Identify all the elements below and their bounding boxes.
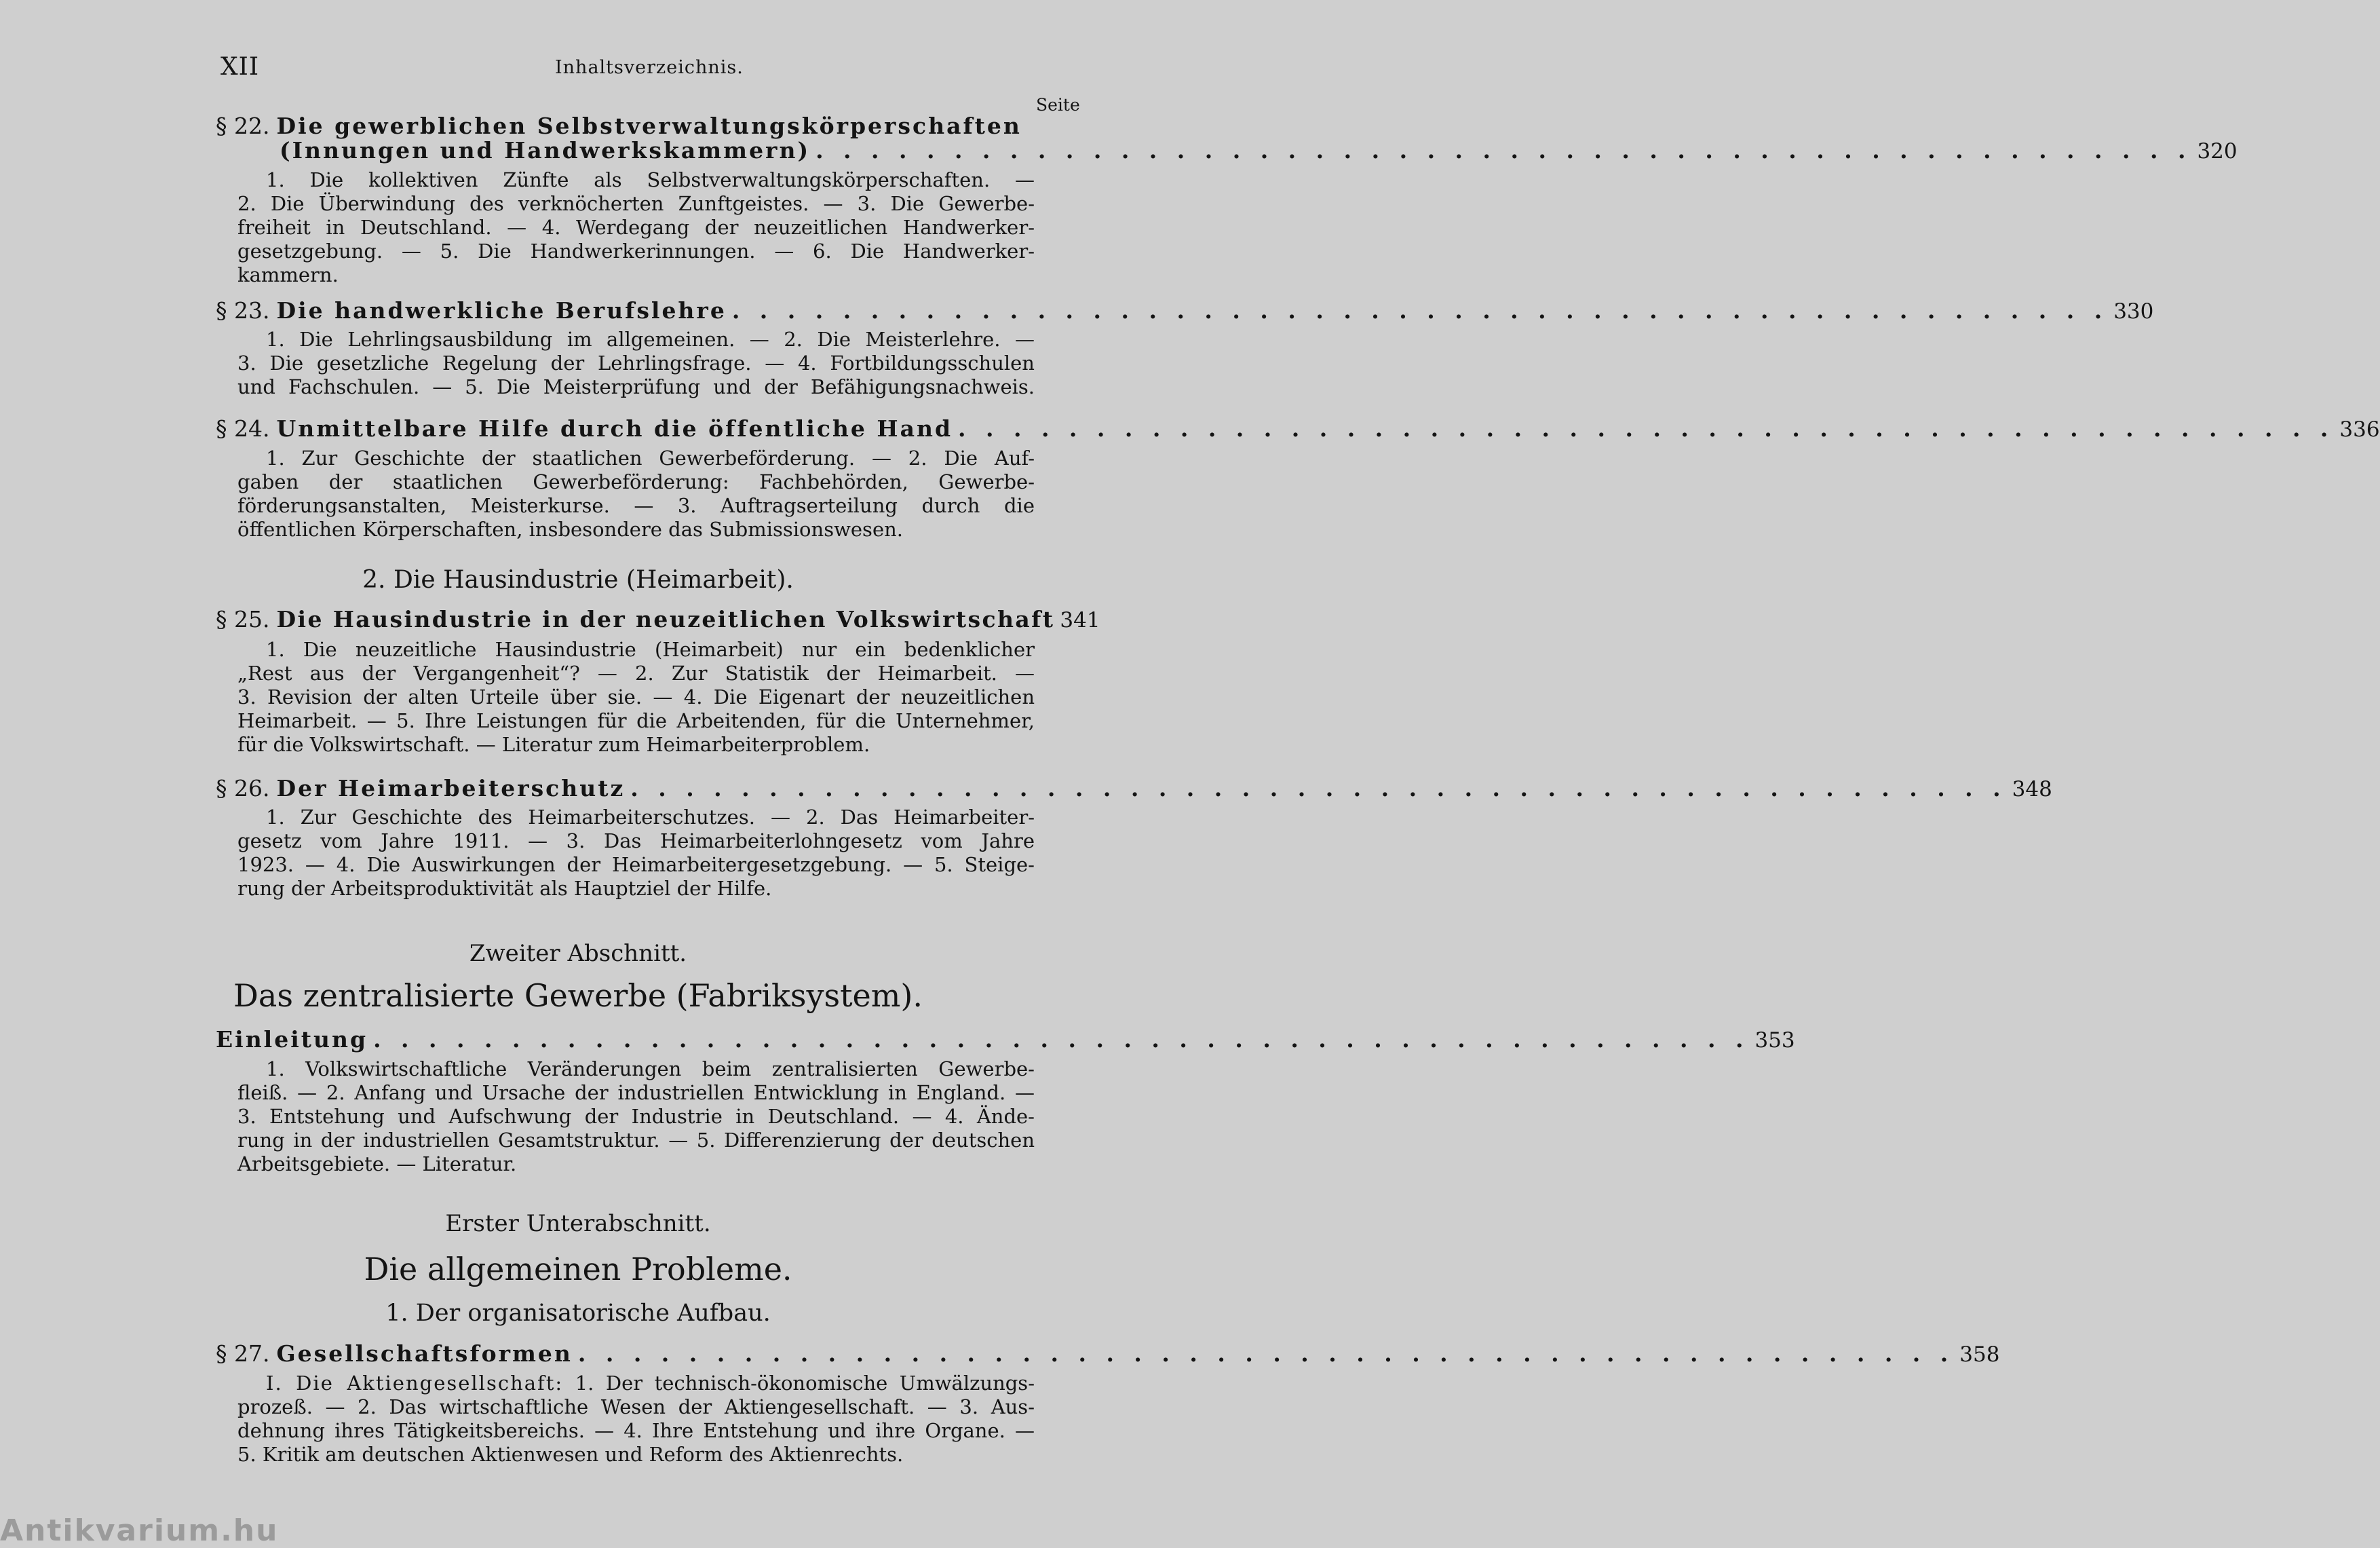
description-line: rung der Arbeitsproduktivität als Hauptziel der Hilfe.	[237, 877, 772, 900]
description-line: 3. Entstehung und Aufschwung der Industrie in Deutschland. — 4. Ände-	[237, 1105, 1035, 1128]
running-header: Inhaltsverzeichnis.	[555, 57, 744, 78]
description-line: freiheit in Deutschland. — 4. Werdegang der neuzeitlichen Handwerker-	[237, 216, 1035, 239]
section-number: § 24.	[216, 415, 270, 442]
section-number: § 27.	[216, 1340, 270, 1367]
page-ref: 358	[1959, 1342, 2000, 1367]
toc-entry-26-title	[216, 775, 2052, 802]
description-line: 3. Revision der alten Urteile über sie. — 4. Die Eigenart der neuzeitlichen	[237, 685, 1035, 709]
description-line: 1923. — 4. Die Auswirkungen der Heimarbeitergesetzgebung. — 5. Steige-	[237, 853, 1035, 876]
description-line: 1. Zur Geschichte des Heimarbeiterschutzes. — 2. Das Heimarbeiter-	[266, 806, 1035, 829]
toc-entry-24-title	[216, 415, 2380, 442]
section-title: Die handwerkliche Berufslehre	[276, 297, 727, 324]
description-line: kammern.	[237, 263, 339, 286]
page-ref: 320	[2197, 139, 2238, 164]
heading-allgemeine-probleme: Die allgemeinen Probleme.	[364, 1251, 792, 1287]
section-number: § 22.	[216, 113, 270, 139]
description-line: 1. Die Lehrlingsausbildung im allgemeinen. — 2. Die Meisterlehre. —	[266, 328, 1035, 351]
description-line: öffentlichen Körperschaften, insbesondere das Submissionswesen.	[237, 518, 904, 541]
description-line: prozeß. — 2. Das wirtschaftliche Wesen der Aktiengesellschaft. — 3. Aus-	[237, 1395, 1035, 1418]
description-line: und Fachschulen. — 5. Die Meisterprüfung und der Befähigungsnachweis.	[237, 375, 1035, 398]
section-title: Die Hausindustrie in der neuzeitlichen Volkswirtschaft	[276, 606, 1055, 633]
toc-entry-27-description	[237, 1372, 1035, 1467]
dot-leader: . . . . . . . . . . . . . . . . . . . . . . . . . . . . . . . . . . . . . . . . . . . . . . . . . .	[373, 1026, 1750, 1053]
section-title: Die gewerblichen Selbstverwaltungskörperschaften	[276, 113, 1022, 139]
description-line: 1. Zur Geschichte der staatlichen Gewerbeförderung. — 2. Die Auf-	[266, 447, 1035, 470]
page-ref: 336	[2339, 417, 2380, 442]
description-text: 1. Der technisch-ökonomische Umwälzungs-	[575, 1372, 1035, 1395]
description-line: 5. Kritik am deutschen Aktienwesen und Reform des Aktienrechts.	[237, 1443, 904, 1466]
description-line: für die Volkswirtschaft. — Literatur zum Heimarbeiterproblem.	[237, 733, 870, 756]
section-title: Unmittelbare Hilfe durch die öffentliche Hand	[276, 415, 953, 442]
toc-entry-einleitung-description	[237, 1057, 1035, 1176]
toc-entry-einleitung-title	[216, 1026, 1795, 1053]
page-ref: 353	[1754, 1028, 1795, 1053]
heading-erster-unterabschnitt: Erster Unterabschnitt.	[445, 1210, 711, 1237]
description-line: 3. Die gesetzliche Regelung der Lehrlingsfrage. — 4. Fortbildungsschulen	[237, 352, 1035, 375]
heading-zweiter-abschnitt: Zweiter Abschnitt.	[469, 940, 687, 967]
toc-entry-23-title	[216, 297, 2154, 324]
page-ref: 348	[2012, 777, 2052, 801]
page-ref: 330	[2113, 299, 2154, 324]
dot-leader: . . . . . . . . . . . . . . . . . . . . . . . . . . . . . . . . . . . . . . . . . . . . . . . . . .	[958, 415, 2335, 442]
heading-organisatorischer-aufbau: 1. Der organisatorische Aufbau.	[385, 1300, 771, 1327]
heading-zentralisiertes-gewerbe: Das zentralisierte Gewerbe (Fabriksystem).	[233, 977, 923, 1014]
description-line: gesetzgebung. — 5. Die Handwerkerinnungen. — 6. Die Handwerker-	[237, 240, 1035, 263]
description-line: dehnung ihres Tätigkeitsbereichs. — 4. Ihre Entstehung und ihre Organe. —	[237, 1419, 1035, 1442]
description-line: gesetz vom Jahre 1911. — 3. Das Heimarbeiterlohngesetz vom Jahre	[237, 829, 1035, 852]
page-number: XII	[220, 53, 260, 81]
section-title: Einleitung	[216, 1026, 368, 1053]
section-number: § 25.	[216, 606, 270, 633]
section-title: Der Heimarbeiterschutz	[276, 775, 626, 801]
description-line: 2. Die Überwindung des verknöcherten Zunftgeistes. — 3. Die Gewerbe-	[237, 192, 1035, 215]
toc-entry-24-description	[237, 447, 1035, 542]
description-line: förderungsanstalten, Meisterkurse. — 3. Auftragserteilung durch die	[237, 494, 1035, 517]
description-line: 1. Volkswirtschaftliche Veränderungen beim zentralisierten Gewerbe-	[266, 1057, 1035, 1080]
toc-entry-27-title	[216, 1340, 2000, 1367]
toc-entry-25-description	[237, 638, 1035, 757]
toc-entry-22-title	[216, 113, 1079, 140]
section-number: § 26.	[216, 775, 270, 801]
toc-entry-22-description	[237, 168, 1035, 287]
toc-entry-25-title	[216, 606, 1100, 633]
description-line: gaben der staatlichen Gewerbeförderung: Fachbehörden, Gewerbe-	[237, 470, 1035, 493]
section-title: Gesellschaftsformen	[276, 1340, 573, 1367]
toc-entry-22-title-line2	[280, 137, 2238, 164]
subheading-hausindustrie: 2. Die Hausindustrie (Heimarbeit).	[362, 566, 794, 594]
watermark: Antikvarium.hu	[0, 1513, 279, 1548]
description-line: Heimarbeit. — 5. Ihre Leistungen für die Arbeitenden, für die Unternehmer,	[237, 709, 1035, 732]
description-line: 1. Die kollektiven Zünfte als Selbstverwaltungskörperschaften. —	[266, 168, 1035, 191]
dot-leader: . . . . . . . . . . . . . . . . . . . . . . . . . . . . . . . . . . . . . . . . . . . . . . . . . .	[731, 297, 2109, 324]
description-line: fleiß. — 2. Anfang und Ursache der industriellen Entwicklung in England. —	[237, 1081, 1035, 1104]
dot-leader: . . . . . . . . . . . . . . . . . . . . . . . . . . . . . . . . . . . . . . . . . . . . . . . . . .	[577, 1340, 1955, 1367]
description-line	[237, 1372, 1035, 1395]
page-ref: 341	[1060, 608, 1100, 633]
section-number: § 23.	[216, 297, 270, 324]
description-line: Arbeitsgebiete. — Literatur.	[237, 1152, 517, 1175]
page-column-label: Seite	[1036, 95, 1080, 115]
dot-leader: . . . . . . . . . . . . . . . . . . . . . . . . . . . . . . . . . . . . . . . . . . . . . . . . . .	[815, 137, 2192, 164]
toc-entry-26-description	[237, 806, 1035, 901]
description-line: rung in der industriellen Gesamtstruktur. — 5. Differenzierung der deutschen	[237, 1129, 1035, 1152]
description-lead: I. Die Aktiengesellschaft:	[266, 1372, 564, 1395]
section-title-continued: (Innungen und Handwerkskammern)	[280, 137, 811, 164]
dot-leader: . . . . . . . . . . . . . . . . . . . . . . . . . . . . . . . . . . . . . . . . . . . . . . . . . .	[630, 775, 2007, 801]
description-line: „Rest aus der Vergangenheit“? — 2. Zur Statistik der Heimarbeit. —	[237, 662, 1035, 685]
description-line: 1. Die neuzeitliche Hausindustrie (Heimarbeit) nur ein bedenklicher	[266, 638, 1035, 661]
toc-entry-23-description	[237, 328, 1035, 399]
